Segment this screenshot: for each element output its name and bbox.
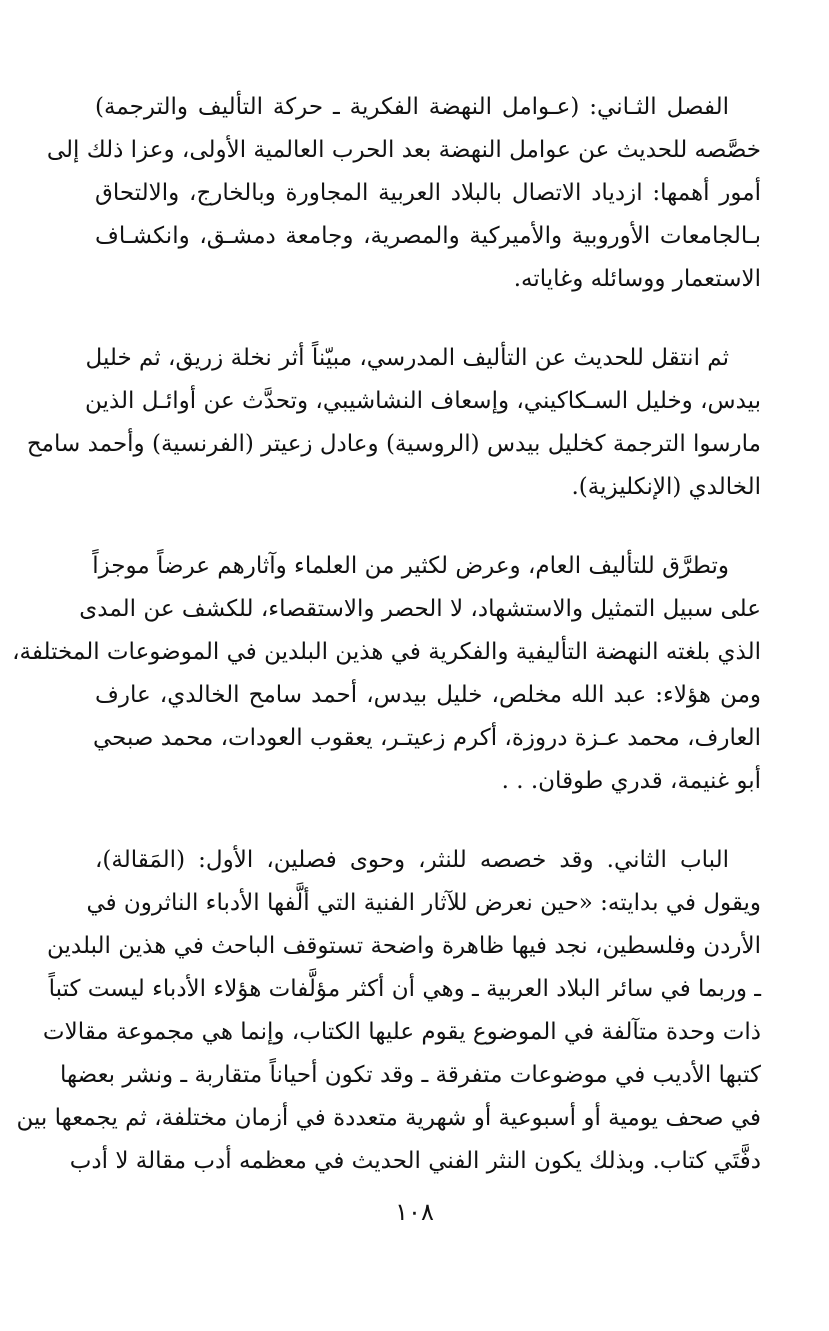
paragraph-2 (26, 337, 761, 509)
paragraph-4 (16, 839, 761, 1183)
text-line: الخالدي (الإنكليزية). (571, 474, 761, 500)
text-line: على سبيل التمثيل والاستشهاد، لا الحصر والاستقصاء، للكشف عن المدى (79, 596, 761, 622)
text-line: ـ وربما في سائر البلاد العربية ـ وهي أن أكثر مؤلَّفات هؤلاء الأدباء ليست كتباً (48, 976, 761, 1002)
text-line: العارف، محمد عـزة دروزة، أكرم زعيتـر، يعقوب العودات، محمد صبحي (92, 725, 761, 751)
text-line: الفصل الثـاني: (عـوامل النهضة الفكرية ـ حركة التأليف والترجمة) (95, 94, 729, 120)
page-number: ١٠٨ (395, 1198, 434, 1226)
text-line: في صحف يومية أو أسبوعية أو شهرية متعددة في أزمان مختلفة، ثم يجمعها بين (16, 1105, 761, 1131)
text-line: ثم انتقل للحديث عن التأليف المدرسي، مبيّناً أثر نخلة زريق، ثم خليل (85, 345, 729, 371)
text-line: أمور أهمها: ازدياد الاتصال بالبلاد العربية المجاورة وبالخارج، والالتحاق (95, 180, 761, 206)
text-line: الباب الثاني. وقد خصصه للنثر، وحوى فصلين، الأول: (المَقالة)، (95, 847, 729, 873)
text-line: وتطرَّق للتأليف العام، وعرض لكثير من العلماء وآثارهم عرضاً موجزاً (92, 553, 729, 579)
text-line: مارسوا الترجمة كخليل بيدس (الروسية) وعادل زعيتر (الفرنسية) وأحمد سامح (26, 431, 761, 457)
text-line: بيدس، وخليل السـكاكيني، وإسعاف النشاشيبي، وتحدَّث عن أوائـل الذين (85, 388, 761, 414)
text-line: الأردن وفلسطين، نجد فيها ظاهرة واضحة تستوقف الباحث في هذين البلدين (47, 933, 761, 959)
paragraph-3 (12, 545, 761, 803)
text-line: الذي بلغته النهضة التأليفية والفكرية في هذين البلدين في الموضوعات المختلفة، (12, 639, 761, 665)
text-line: ومن هؤلاء: عبد الله مخلص، خليل بيدس، أحمد سامح الخالدي، عارف (95, 682, 761, 708)
text-line: دفَّتَي كتاب. وبذلك يكون النثر الفني الحديث في معظمه أدب مقالة لا أدب (69, 1148, 761, 1174)
text-line: بـالجامعات الأوروبية والأميركية والمصرية، وجامعة دمشـق، وانكشـاف (95, 223, 761, 249)
paragraph-1 (46, 86, 761, 301)
text-line: كتبها الأديب في موضوعات متفرقة ـ وقد تكون أحياناً متقاربة ـ ونشر بعضها (60, 1062, 761, 1088)
text-line: ويقول في بدايته: «حين نعرض للآثار الفنية التي ألَّفها الأدباء الناثرون في (86, 890, 761, 916)
text-line: أبو غنيمة، قدري طوقان. . . (501, 768, 761, 794)
text-line: خصَّصه للحديث عن عوامل النهضة بعد الحرب العالمية الأولى، وعزا ذلك إلى (46, 137, 761, 163)
text-line: الاستعمار ووسائله وغاياته. (513, 266, 761, 292)
text-line: ذات وحدة متآلفة في الموضوع يقوم عليها الكتاب، وإنما هي مجموعة مقالات (42, 1019, 761, 1045)
body-text (12, 86, 761, 1219)
